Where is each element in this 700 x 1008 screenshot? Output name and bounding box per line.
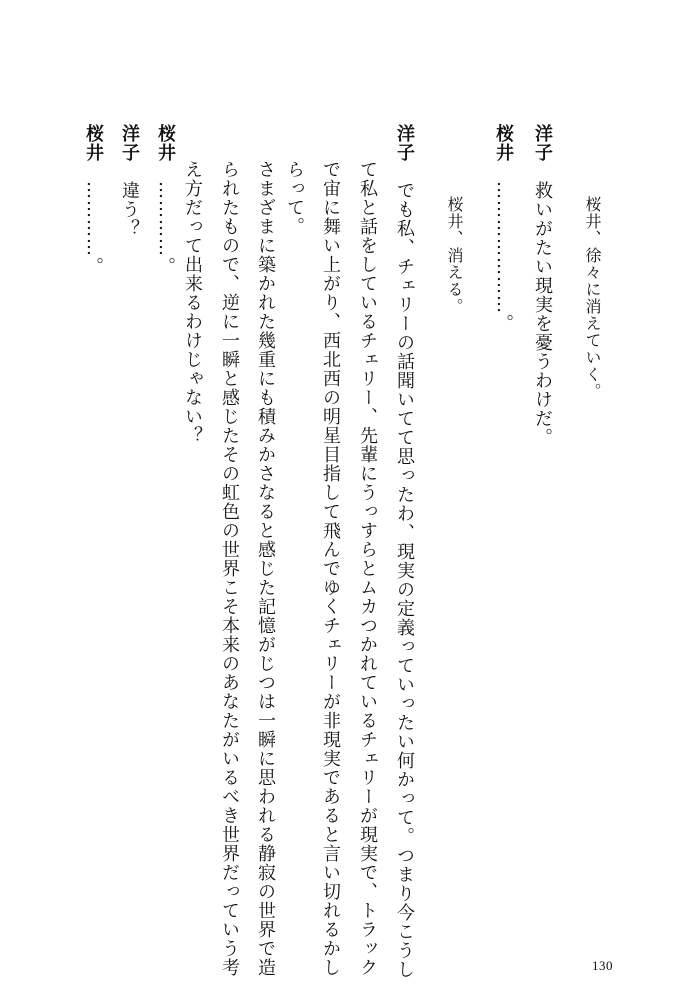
speaker-name: 桜井 <box>493 124 514 162</box>
dialogue-line-14 <box>84 124 102 276</box>
speaker-name: 桜井 <box>83 124 104 162</box>
stage-direction-1 <box>584 196 600 400</box>
continuation-line-9 <box>256 160 274 977</box>
dialogue-line-13 <box>120 124 138 238</box>
dialogue-line-12 <box>156 124 174 276</box>
line-text: て私と話をしているチェリー、先輩にうっすらとムカつかれているチェリーが現実で、トラック <box>357 160 378 977</box>
line-text: え方だって出来るわけじゃない？ <box>182 160 203 445</box>
line-text: 救いがたい現実を憂うわけだ。 <box>532 181 553 447</box>
line-text: で宙に舞い上がり、西北西の明星目指して飛んでゆくチェリーが非現実であると言い切れるかし <box>320 160 341 977</box>
continuation-line-6 <box>358 160 376 977</box>
line-text: さまざまに築かれた幾重にも積みかさなると感じた記憶がじつは一瞬に思われる静寂の世界で造 <box>255 160 276 977</box>
line-text: …………。 <box>83 181 104 276</box>
dialogue-line-5 <box>395 124 413 979</box>
speaker-name: 洋子 <box>532 124 553 162</box>
speaker-name: 桜井 <box>155 124 176 162</box>
line-text: でも私、チェリーの話聞いてて思ったわ、現実の定義っていったい何かって。つまり今こうし <box>394 181 415 979</box>
line-text: 桜井、消える。 <box>445 196 464 315</box>
stage-direction-2 <box>446 196 462 315</box>
line-text: 桜井、徐々に消えていく。 <box>583 196 602 400</box>
continuation-line-8 <box>285 160 303 236</box>
page-number: 130 <box>592 958 613 973</box>
dialogue-line-3 <box>494 124 512 333</box>
continuation-line-11 <box>183 160 201 445</box>
line-text: …………。 <box>155 181 176 276</box>
continuation-line-10 <box>220 160 238 977</box>
line-text: られたもので、逆に一瞬と感じたその虹色の世界こそ本来のあなたがいるべき世界だっていう考 <box>219 160 240 977</box>
continuation-line-7 <box>321 160 339 977</box>
line-text: らって。 <box>284 160 305 236</box>
speaker-name: 洋子 <box>119 124 140 162</box>
line-text: …………………。 <box>493 181 514 333</box>
speaker-name: 洋子 <box>394 124 415 162</box>
line-text: 違う？ <box>119 181 140 238</box>
dialogue-line-2 <box>533 124 551 447</box>
